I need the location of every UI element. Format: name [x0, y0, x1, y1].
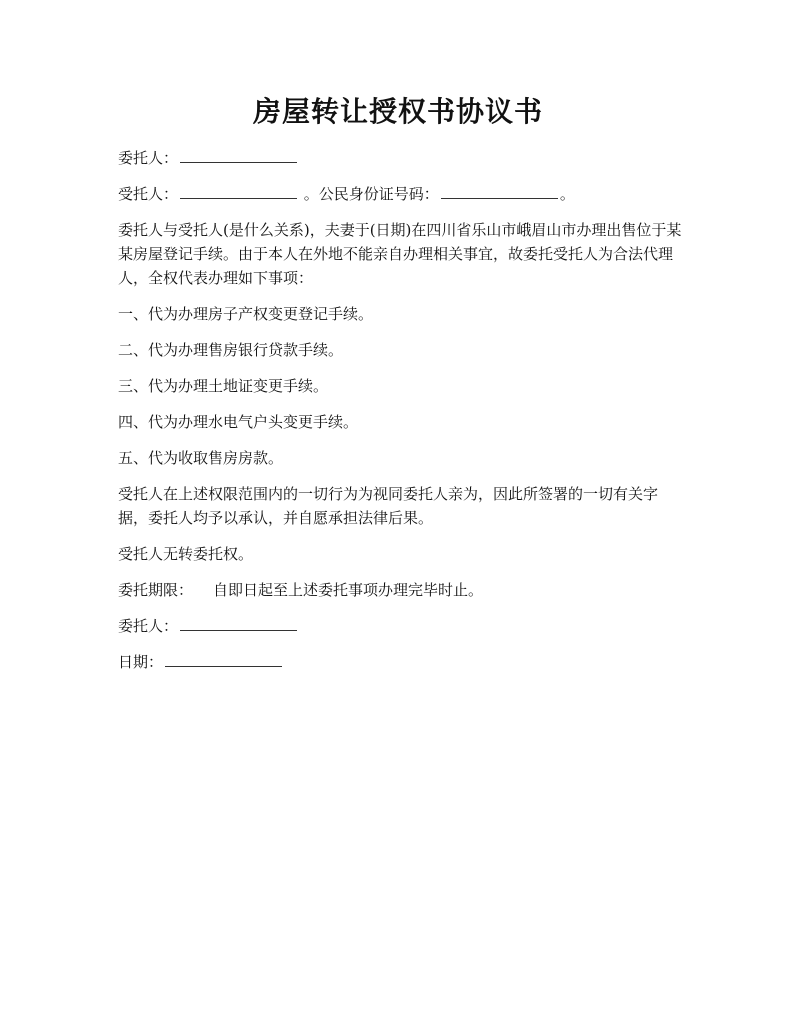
intro-paragraph: 委托人与受托人(是什么关系)，夫妻于(日期)在四川省乐山市峨眉山市办理出售位于某某房屋登记手续。由于本人在外地不能亲自办理相关事宜，故委托受托人为合法代理人，全权代表办理如下事项： [118, 221, 682, 287]
item-5: 五、代为收取售房房款。 [118, 449, 284, 467]
signature-label: 委托人： [118, 617, 179, 635]
principal-blank [180, 146, 297, 163]
item-1: 一、代为办理房子产权变更登记手续。 [118, 305, 374, 323]
responsibility-paragraph: 受托人在上述权限范围内的一切行为为视同委托人亲为，因此所签署的一切有关字据，委托人均予以承认，并自愿承担法律后果。 [118, 485, 659, 527]
signature-line [118, 614, 684, 638]
document-title: 房屋转让授权书协议书 [252, 95, 543, 128]
date-blank [165, 650, 282, 667]
term-label: 委托期限： [118, 581, 194, 599]
agent-name-blank [180, 182, 297, 199]
item-4: 四、代为办理水电气户头变更手续。 [118, 413, 359, 431]
date-line [118, 650, 684, 674]
date-label: 日期： [118, 653, 164, 671]
principal-label: 委托人： [118, 149, 179, 167]
term-line [118, 578, 684, 602]
id-number-label: 。公民身份证号码： [303, 185, 439, 203]
no-transfer-line: 受托人无转委托权。 [118, 545, 254, 563]
term-text: 自即日起至上述委托事项办理完毕时止。 [213, 581, 484, 599]
signature-blank [180, 614, 297, 631]
document-body [118, 146, 684, 686]
agent-line [118, 182, 684, 206]
id-number-blank [441, 182, 558, 199]
item-3: 三、代为办理土地证变更手续。 [118, 377, 329, 395]
agent-line-end: 。 [559, 185, 575, 203]
principal-line [118, 146, 684, 170]
agent-label: 受托人： [118, 185, 179, 203]
item-2: 二、代为办理售房银行贷款手续。 [118, 341, 344, 359]
